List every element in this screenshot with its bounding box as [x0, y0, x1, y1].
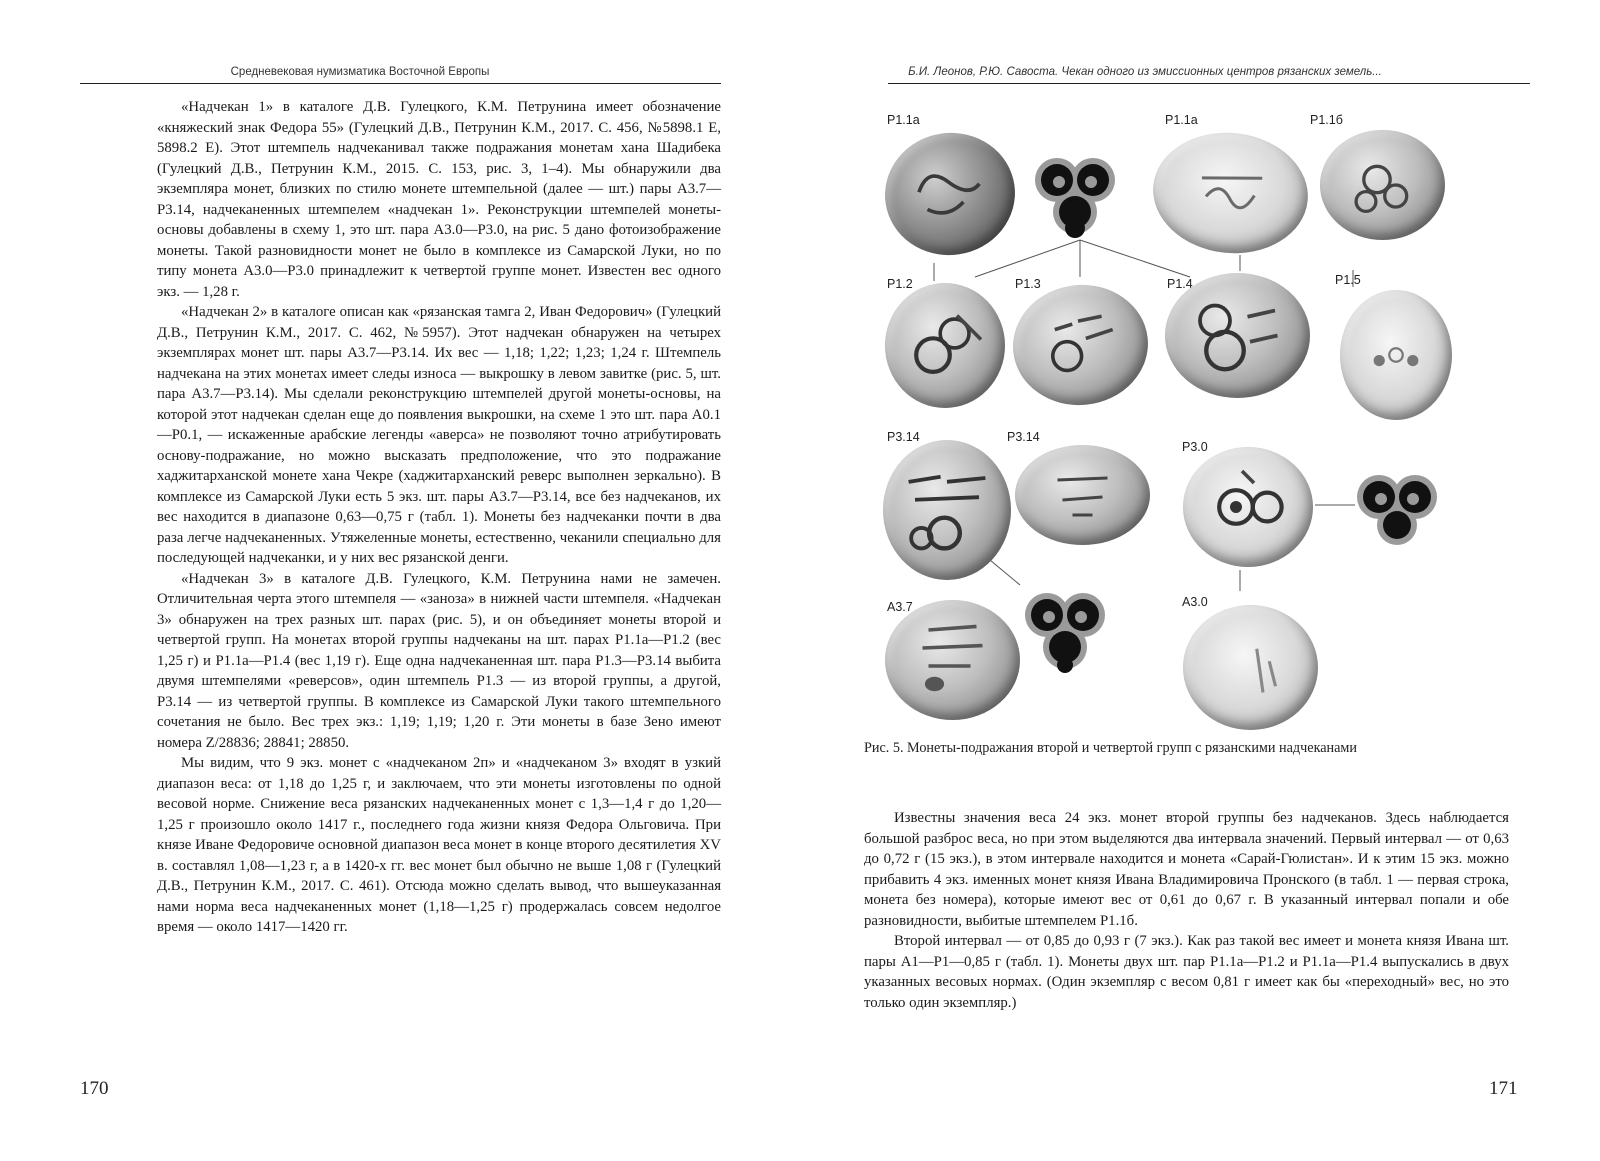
header-rule-left	[80, 83, 721, 84]
label-a37: А3.7	[887, 600, 913, 614]
paragraph: Известны значения веса 24 экз. монет второй группы без надчеканов. Здесь наблюдается большой разброс веса, но при этом выделяются два интервала значений. Первый интервал — от 0,63 до 0,72 г (15 экз.), в этом интервале находится и монета «Сарай-Гюлистан». И к этим 15 экз. можно прибавить 4 экз. именных монет князя Ивана Владимировича Пронского (в табл. 1 — первая строка, монета без номера), которые имеют вес от 0,61 до 0,67 г. В указанный интервал попали и обе разновидности, выбитые штемпелем Р1.1б.	[864, 810, 1509, 929]
label-p14: Р1.4	[1167, 277, 1193, 291]
label-p11a-left: Р1.1а	[887, 113, 920, 127]
coin-p13	[1007, 278, 1154, 411]
page-number-right: 171	[1489, 1078, 1518, 1099]
label-p15: Р1.5	[1335, 273, 1361, 287]
figure-5	[885, 105, 1530, 745]
coin-p30	[1183, 447, 1313, 567]
label-p314-mid: Р3.14	[1007, 430, 1040, 444]
label-p12: Р1.2	[887, 277, 913, 291]
coin-a30	[1183, 605, 1318, 730]
paragraph: Второй интервал — от 0,85 до 0,93 г (7 экз.). Как раз такой вес имеет и монета князя Ивана шт. пары А1—Р1—0,85 г (табл. 1). Монеты двух шт. пар Р1.1а—Р1.2 и Р1.1а—Р1.4 выпускались в двух указанных весовых нормах. (Один экземпляр с весом 0,81 г имеет как бы «переходный» вес, но это только один экземпляр.)	[864, 933, 1509, 1011]
page-number-left: 170	[80, 1078, 109, 1099]
left-body-text	[157, 97, 721, 938]
running-head-left: Средневековая нумизматика Восточной Европы	[230, 66, 490, 78]
paragraph: «Надчекан 1» в каталоге Д.В. Гулецкого, К.М. Петрунина имеет обозначение «княжеский знак Федора 55» (Гулецкий Д.В., Петрунин К.М., 2017. С. 456, №5898.1 E, 5898.2 E). Этот штемпель надчеканивал также подражания монетам хана Шадибека (Гулецкий Д.В., Петрунин К.М., 2015. С. 153, рис. 3, 1–4). Мы обнаружили два экземпляра монет, близких по стилю монете штемпельной (далее — шт.) пары А3.7—Р3.14, надчеканенных штемпелем «надчекан 1». Реконструкции штемпелей монеты-основы добавлены в схему 1, это шт. пара А3.0—Р3.0, на рис. 5 дано фотоизображение монеты. Такой разновидности монет не было в комплексе из Самарской Луки, но по типу монета А3.0—Р3.0 принадлежит к четвертой группе монет. Известен вес одного экз. — 1,28 г.	[157, 99, 721, 300]
figure-caption: Рис. 5. Монеты-подражания второй и четвертой групп с рязанскими надчеканами	[864, 740, 1358, 756]
header-rule-right	[888, 83, 1530, 84]
tamga-stamp-icon	[1355, 465, 1440, 550]
label-p11a-right: Р1.1а	[1165, 113, 1198, 127]
coin-p11b	[1320, 130, 1445, 240]
paragraph: Мы видим, что 9 экз. монет с «надчеканом 2п» и «надчеканом 3» входят в узкий диапазон веса: от 1,18 до 1,25 г, и заключаем, что эти монеты изготовлены по одной весовой норме. Снижение веса рязанских надчеканенных монет с 1,3—1,4 г до 1,20—1,25 г произошло около 1417 г., последнего года жизни князя Федора Ольговича. При князе Иване Федоровиче основной диапазон веса монет в конце второго десятилетия XV в. составлял 1,08—1,23 г, а в 1420-х гг. вес монет был обычно не выше 1,08 г (Гулецкий Д.В., Петрунин К.М., 2017. С. 461). Отсюда можно сделать вывод, что вышеуказанная нами норма веса надчеканенных монет (1,18—1,25 г) продержалась совсем недолгое время — около 1417—1420 гг.	[157, 755, 721, 935]
label-a30: А3.0	[1182, 595, 1208, 609]
paragraph: «Надчекан 2» в каталоге описан как «рязанская тамга 2, Иван Федорович» (Гулецкий Д.В., Петрунин К.М., 2017. С. 462, №5957). Этот надчекан обнаружен на четырех экземплярах монет шт. пары А3.7—Р3.14. Их вес — 1,18; 1,22; 1,23; 1,24 г. Штемпель надчекана на этих монетах имеет следы износа — выкрошку в левом завитке (рис. 5, шт. пара А3.7—Р3.14). Мы сделали реконструкцию штемпелей другой монеты-основы, на которой этот надчекан сделан еще до появления выкрошки, на схеме 1 это шт. пара А0.1—Р0.1, — искаженные арабские легенды «аверса» не позволяют точно атрибутировать основу-подражание, но можно высказать предположение, что это подражание хаджитарханской монете хана Чекре (хаджитарханский реверс выполнен зеркально). В комплексе из Самарской Луки есть 5 экз. шт. пары А3.7—Р3.14, все без надчеканов, их вес находится в диапазоне 0,63—0,75 г (табл. 1). Монеты без надчеканки почти в два раза легче надчеканенных. Утяжеленные монеты, естественно, чеканили специально для последующей надчеканки, и у них вес рязанской денги.	[157, 304, 721, 566]
coin-p14	[1165, 273, 1310, 398]
paragraph: «Надчекан 3» в каталоге Д.В. Гулецкого, К.М. Петрунина нами не замечен. Отличительная черта этого штемпеля — «заноза» в нижней части штемпеля. «Надчекан 3» обнаружен на трех разных шт. парах (рис. 5), и он объединяет монеты второй и четвертой групп. На монетах второй группы надчеканы на шт. парах Р1.1а—Р1.2 (вес 1,25 г) и Р1.1а—Р1.4 (вес 1,19 г). Еще одна надчеканенная шт. пара Р1.3—Р3.14 выбита двумя штемпелями «реверсов», один штемпель Р1.3 — из второй группы, а другой, Р3.14 — из четвертой группы. В комплексе из Самарской Луки такого штемпельного сочетания не было. Вес трех экз.: 1,19; 1,19; 1,20 г. Эти монеты в базе Зено имеют номера Z/28836; 28841; 28850.	[157, 570, 721, 751]
label-p11b: Р1.1б	[1310, 113, 1343, 127]
coin-p12	[885, 283, 1005, 408]
label-p314-left: Р3.14	[887, 430, 920, 444]
tamga-stamp-icon	[1025, 585, 1105, 680]
coin-a37	[885, 600, 1020, 720]
tamga-stamp-icon	[1035, 150, 1115, 245]
label-p13: Р1.3	[1015, 277, 1041, 291]
coin-p314-mid	[1015, 445, 1150, 545]
coin-p11a-right	[1147, 125, 1314, 261]
right-body-text	[864, 808, 1509, 1013]
coin-p11a-left	[877, 125, 1023, 264]
label-p30: Р3.0	[1182, 440, 1208, 454]
coin-p314-left	[883, 440, 1011, 580]
coin-p15	[1340, 290, 1452, 420]
right-page	[800, 0, 1600, 1161]
running-head-right: Б.И. Леонов, Р.Ю. Савоста. Чекан одного из эмиссионных центров рязанских земель...	[908, 66, 1382, 78]
